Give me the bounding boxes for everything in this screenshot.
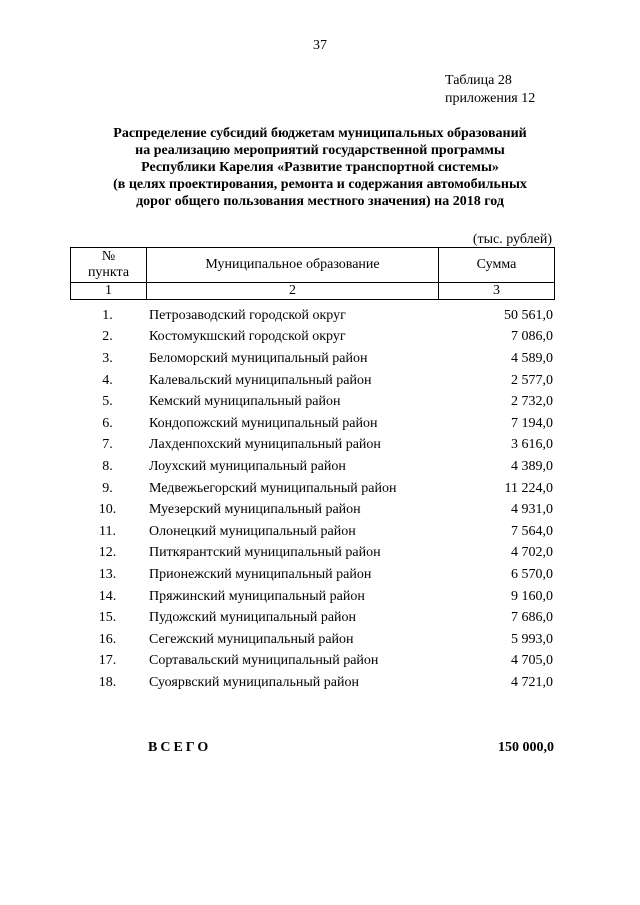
row-number: 7.: [102, 437, 113, 453]
row-sum: 50 561,0: [504, 307, 553, 323]
table-row: [70, 629, 553, 651]
header-num-word: пункта: [87, 265, 130, 280]
title-line: Распределение субсидий бюджетам муниципальных образований: [113, 126, 527, 141]
row-municipality: Кондопожский муниципальный район: [149, 415, 378, 431]
appendix-number: приложения 12: [445, 91, 536, 106]
table-row: [70, 672, 553, 694]
row-municipality: Прионежский муниципальный район: [149, 566, 372, 582]
table-header: [70, 247, 555, 300]
row-sum: 2 577,0: [511, 372, 553, 388]
header-name-cell: Муниципальное образование: [147, 248, 439, 283]
row-municipality: Лахденпохский муниципальный район: [149, 437, 381, 453]
row-municipality: Лоухский муниципальный район: [149, 458, 346, 474]
row-number: 12.: [98, 545, 117, 561]
column-number: 2: [147, 283, 439, 300]
column-number: 1: [71, 283, 147, 300]
total-label: ВСЕГО: [148, 740, 212, 755]
row-sum: 5 993,0: [511, 631, 553, 647]
row-number: 6.: [102, 415, 113, 431]
row-municipality: Костомукшский городской округ: [149, 329, 346, 345]
row-sum: 7 686,0: [511, 610, 553, 626]
table-row: [70, 521, 553, 543]
row-number: 14.: [98, 588, 117, 604]
row-number: 11.: [99, 523, 116, 539]
row-sum: 3 616,0: [511, 437, 553, 453]
row-municipality: Петрозаводский городской округ: [149, 307, 346, 323]
row-number: 18.: [98, 674, 117, 690]
row-sum: 4 721,0: [511, 674, 553, 690]
row-number: 8.: [102, 458, 113, 474]
title-line: на реализацию мероприятий государственной программы: [135, 143, 505, 158]
column-number: 3: [439, 283, 555, 300]
header-num-symbol: №: [101, 249, 116, 264]
title-line: дорог общего пользования местного значения) на 2018 год: [136, 194, 504, 209]
table-row: [70, 305, 553, 327]
table-row: [70, 435, 553, 457]
row-sum: 7 086,0: [511, 329, 553, 345]
document-title: [70, 125, 570, 210]
row-number: 4.: [102, 372, 113, 388]
row-municipality: Медвежьегорский муниципальный район: [149, 480, 397, 496]
title-line: Республики Карелия «Развитие транспортной системы»: [141, 160, 499, 175]
header-num-cell: [71, 248, 147, 283]
row-sum: 4 389,0: [511, 458, 553, 474]
table-row: [70, 586, 553, 608]
row-sum: 2 732,0: [511, 394, 553, 410]
row-number: 16.: [98, 631, 117, 647]
table-reference: [445, 72, 535, 108]
row-sum: 9 160,0: [511, 588, 553, 604]
row-municipality: Беломорский муниципальный район: [149, 350, 368, 366]
row-sum: 4 702,0: [511, 545, 553, 561]
row-municipality: Олонецкий муниципальный район: [149, 523, 356, 539]
table-row: [70, 543, 553, 565]
row-municipality: Калевальский муниципальный район: [149, 372, 372, 388]
row-municipality: Сортавальский муниципальный район: [149, 653, 379, 669]
units-label: (тыс. рублей): [472, 232, 552, 247]
total-sum: 150 000,0: [498, 740, 554, 755]
row-municipality: Питкярантский муниципальный район: [149, 545, 381, 561]
row-municipality: Муезерский муниципальный район: [149, 502, 361, 518]
row-sum: 7 564,0: [511, 523, 553, 539]
row-sum: 4 705,0: [511, 653, 553, 669]
page-number: 37: [313, 38, 327, 53]
total-row: [70, 740, 554, 756]
table-row: [70, 651, 553, 673]
row-sum: 4 931,0: [511, 502, 553, 518]
table-row: [70, 348, 553, 370]
row-municipality: Пудожский муниципальный район: [149, 610, 357, 626]
header-sum-cell: Сумма: [439, 248, 555, 283]
row-number: 3.: [102, 350, 113, 366]
table-row: [70, 564, 553, 586]
table-row: [70, 499, 553, 521]
row-number: 13.: [98, 566, 117, 582]
row-sum: 11 224,0: [504, 480, 553, 496]
row-number: 2.: [102, 329, 113, 345]
table-body: [70, 305, 553, 694]
table-row: [70, 370, 553, 392]
row-municipality: Суоярвский муниципальный район: [149, 674, 359, 690]
table-row: [70, 413, 553, 435]
title-line: (в целях проектирования, ремонта и содержания автомобильных: [113, 177, 527, 192]
row-sum: 6 570,0: [511, 566, 553, 582]
row-number: 10.: [98, 502, 117, 518]
row-municipality: Кемский муниципальный район: [149, 394, 341, 410]
table-row: [70, 391, 553, 413]
table-row: [70, 607, 553, 629]
row-municipality: Сегежский муниципальный район: [149, 631, 354, 647]
row-sum: 7 194,0: [511, 415, 553, 431]
table-row: [70, 456, 553, 478]
row-number: 1.: [102, 307, 113, 323]
row-number: 17.: [98, 653, 117, 669]
row-number: 5.: [102, 394, 113, 410]
row-number: 9.: [102, 480, 113, 496]
table-row: [70, 327, 553, 349]
table-number: Таблица 28: [445, 73, 512, 88]
row-sum: 4 589,0: [511, 350, 553, 366]
row-municipality: Пряжинский муниципальный район: [149, 588, 365, 604]
row-number: 15.: [98, 610, 117, 626]
table-row: [70, 478, 553, 500]
